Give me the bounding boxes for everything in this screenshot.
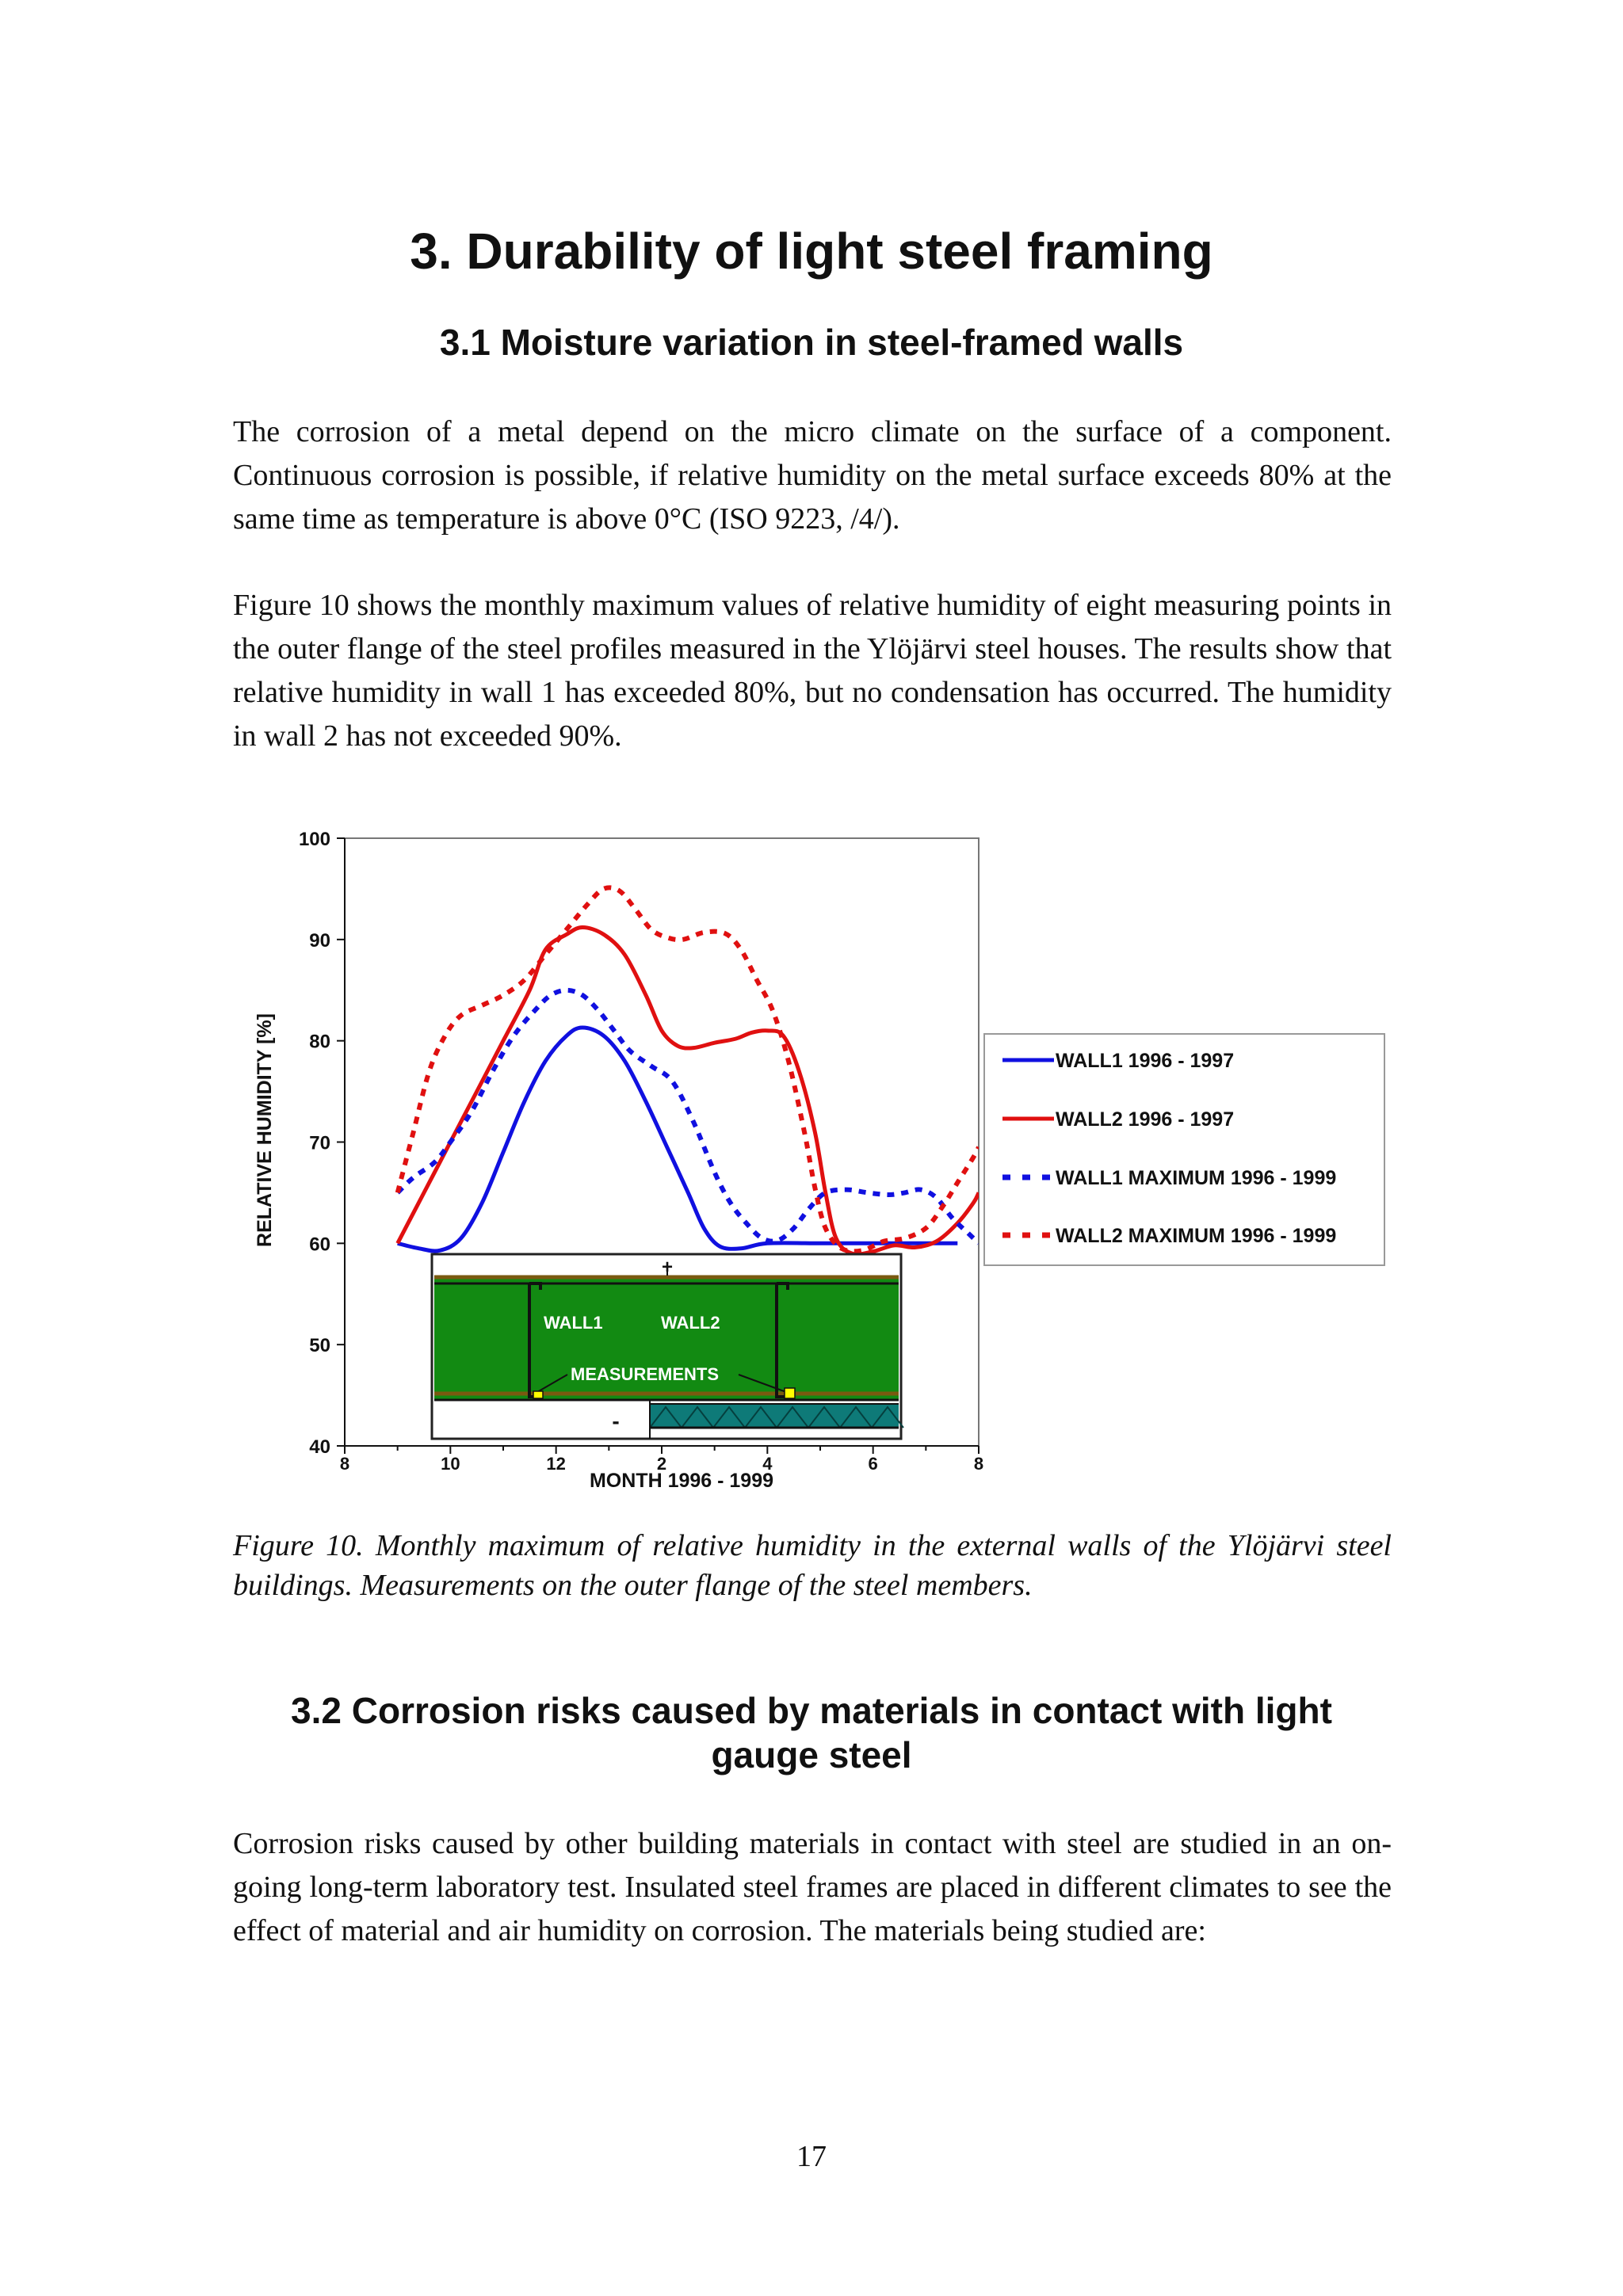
x-tick-label: 8	[973, 1454, 984, 1474]
chart-legend	[984, 1034, 1384, 1265]
x-tick-label: 8	[339, 1454, 350, 1474]
legend-label-wall2-1996-1997: WALL2 1996 - 1997	[1056, 1108, 1235, 1131]
series-line-wall1-1996-1997	[398, 1028, 958, 1251]
x-axis-title: MONTH 1996 - 1999	[589, 1470, 774, 1492]
page-number: 17	[796, 2140, 827, 2173]
y-axis-title: RELATIVE HUMIDITY [%]	[254, 1013, 276, 1247]
x-tick-label: 4	[762, 1454, 773, 1474]
y-tick-label: 50	[309, 1335, 330, 1357]
legend-label-wall2-maximum: WALL2 MAXIMUM 1996 - 1999	[1056, 1225, 1337, 1247]
y-tick-label: 90	[309, 929, 330, 952]
inset-label-measurements: MEASUREMENTS	[571, 1364, 720, 1384]
section-heading-3-1: 3.1 Moisture variation in steel-framed walls	[439, 322, 1184, 363]
y-tick-label: 60	[309, 1234, 330, 1256]
paragraph-corrosion-intro: The corrosion of a metal depend on the micro climate on the surface of a component. Continuous corrosion is possible, if relative humidity on the metal surface exceeds 80% at the same time as temperature is above 0°C (ISO 9223, /4/).	[233, 415, 1392, 536]
y-tick-label: 100	[298, 829, 330, 850]
inset-sensor-wall1	[533, 1391, 543, 1398]
paragraph-figure-description: Figure 10 shows the monthly maximum values of relative humidity of eight measuring points in the outer flange of the steel profiles measured in the Ylöjärvi steel houses. The results show that relative humidity in wall 1 has exceeded 80%, but no condensation has occurred. The humidity in wall 2 has not exceeded 90%.	[233, 589, 1392, 753]
section-heading-3-2	[0, 1688, 1623, 1777]
y-tick-label: 80	[309, 1031, 330, 1053]
paragraph-corrosion-test: Corrosion risks caused by other building materials in contact with steel are studied in an on-going long-term laboratory test. Insulated steel frames are placed in different climates to see the effect of material and air humidity on corrosion. The materials being studied are:	[233, 1827, 1392, 1947]
y-tick-label: 40	[309, 1436, 330, 1458]
series-line-wall1-maximum-1996-1999	[398, 990, 979, 1244]
x-tick-label: 6	[868, 1454, 878, 1474]
wall-cross-section-inset	[432, 1254, 903, 1439]
x-tick-label: 12	[546, 1454, 566, 1474]
x-tick-label: 10	[441, 1454, 460, 1474]
page-title: 3. Durability of light steel framing	[410, 223, 1213, 280]
x-tick-label: 2	[656, 1454, 667, 1474]
legend-label-wall1-maximum: WALL1 MAXIMUM 1996 - 1999	[1056, 1167, 1337, 1189]
inset-sensor-wall2	[785, 1388, 795, 1398]
y-tick-label: 70	[309, 1132, 330, 1154]
series-lines	[398, 887, 979, 1254]
inset-label-wall1: WALL1	[544, 1313, 603, 1333]
humidity-chart	[230, 816, 1403, 1505]
figure-caption: Figure 10. Monthly maximum of relative humidity in the external walls of the Ylöjärvi steel buildings. Measurements on the outer flange of the steel members.	[233, 1529, 1392, 1602]
inset-outside-sign: +	[661, 1257, 674, 1278]
section-heading-3-2-line2: gauge steel	[711, 1734, 912, 1775]
inset-inside-sign: -	[612, 1409, 620, 1433]
inset-label-wall2: WALL2	[661, 1313, 720, 1333]
legend-label-wall1-1996-1997: WALL1 1996 - 1997	[1056, 1050, 1235, 1072]
section-heading-3-2-line1: 3.2 Corrosion risks caused by materials in contact with light	[291, 1690, 1332, 1731]
